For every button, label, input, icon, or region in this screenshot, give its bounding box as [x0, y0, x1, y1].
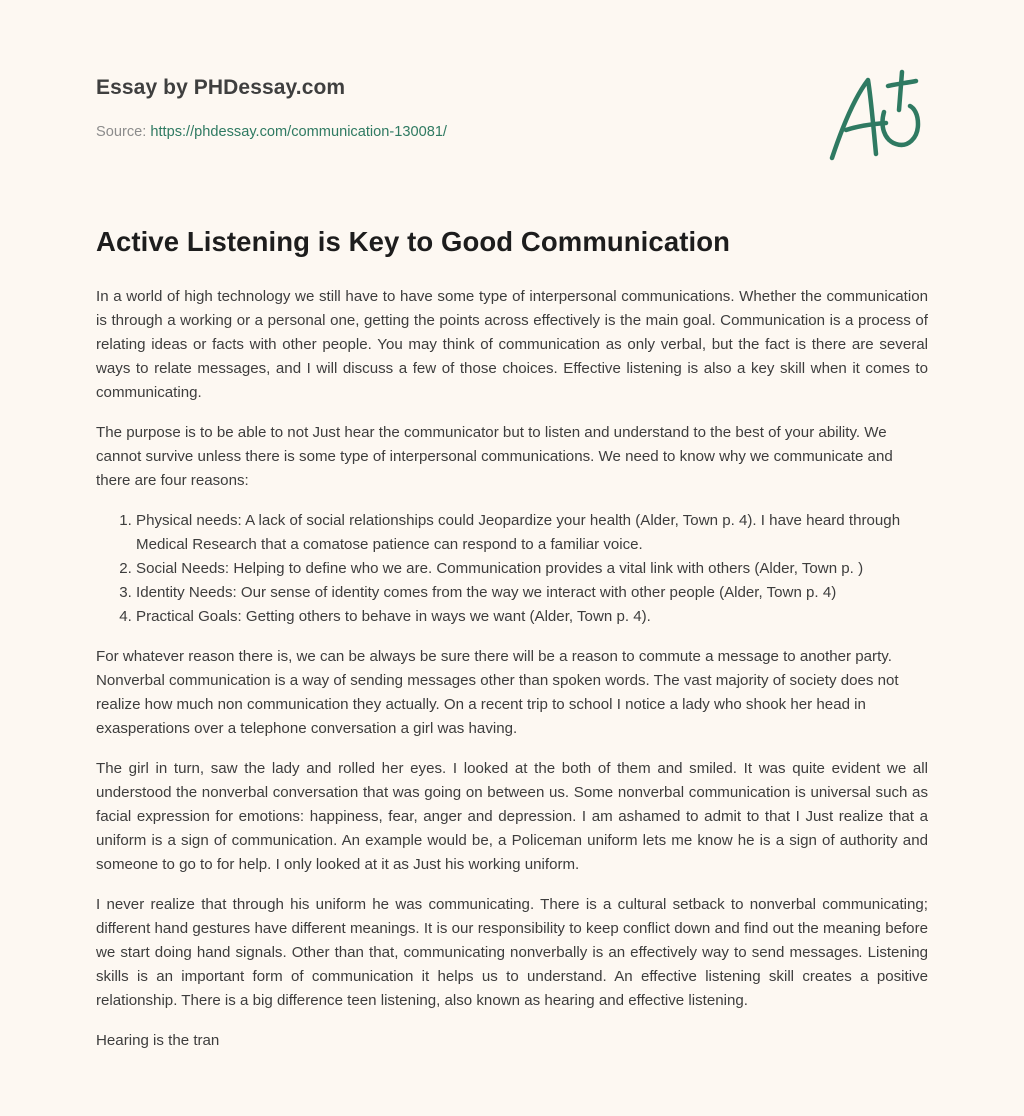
essay-title: Active Listening is Key to Good Communication [96, 226, 731, 257]
list-item: 3. Identity Needs: Our sense of identity comes from the way we interact with other people (Alder, Town p. 4) [136, 581, 928, 605]
essay-body [96, 285, 928, 1069]
paragraph-6: Hearing is the tran [96, 1032, 220, 1049]
paragraph-4: The girl in turn, saw the lady and rolled her eyes. I looked at the both of them and smiled. It was quite evident we all understood the nonverbal conversation that was going on between us. Some nonverbal communication is universal such as facial expression for emotions: happiness, fear, anger and depression. I am ashamed to admit to that I Just realize that a uniform is a sign of communication. An example would be, a Policeman uniform lets me know he is a sign of authority and someone to go to for help. I only looked at it as Just his working uniform. [96, 760, 928, 873]
list-item: 4. Practical Goals: Getting others to behave in ways we want (Alder, Town p. 4). [136, 605, 928, 629]
site-brand: Essay by PHDessay.com [96, 76, 346, 99]
essay-header [96, 76, 928, 176]
paragraph-1: In a world of high technology we still have to have some type of interpersonal communications. Whether the communication is through a working or a personal one, getting the points across effectively is the main goal. Communication is a process of relating ideas or facts with other people. You may think of communication as only verbal, but the fact is there are several ways to relate messages, and I will discuss a few of those choices. Effective listening is also a key skill when it comes to communicating. [96, 288, 928, 401]
a-plus-logo-icon [824, 68, 928, 164]
paragraph-5: I never realize that through his uniform he was communicating. There is a cultural setback to nonverbal communicating; different hand gestures have different meanings. It is our responsibility to keep conflict down and find out the meaning before we start doing hand signals. Other than that, communicating nonverbally is an effectively way to send messages. Listening skills is an important form of communication it helps us to understand. An effective listening skill creates a positive relationship. There is a big difference teen listening, also known as hearing and effective listening. [96, 896, 928, 1009]
reasons-list [96, 509, 928, 629]
list-item: 1. Physical needs: A lack of social relationships could Jeopardize your health (Alder, Town p. 4). I have heard through Medical Research that a comatose patience can respond to a familiar voice. [136, 509, 928, 557]
paragraph-3: For whatever reason there is, we can be always be sure there will be a reason to commute a message to another party. Nonverbal communication is a way of sending messages other than spoken words. The vast majority of society does not realize how much non communication they actually. On a recent trip to school I notice a lady who shook her head in exasperations over a telephone conversation a girl was having. [96, 648, 899, 737]
source-label: Source: [96, 124, 147, 140]
list-item: 2. Social Needs: Helping to define who we are. Communication provides a vital link with others (Alder, Town p. ) [136, 557, 928, 581]
source-link[interactable]: https://phdessay.com/communication-130081/ [150, 124, 447, 140]
source-line [96, 124, 447, 140]
paragraph-2: The purpose is to be able to not Just hear the communicator but to listen and understand to the best of your ability. We cannot survive unless there is some type of interpersonal communications. We need to know why we communicate and there are four reasons: [96, 424, 893, 489]
